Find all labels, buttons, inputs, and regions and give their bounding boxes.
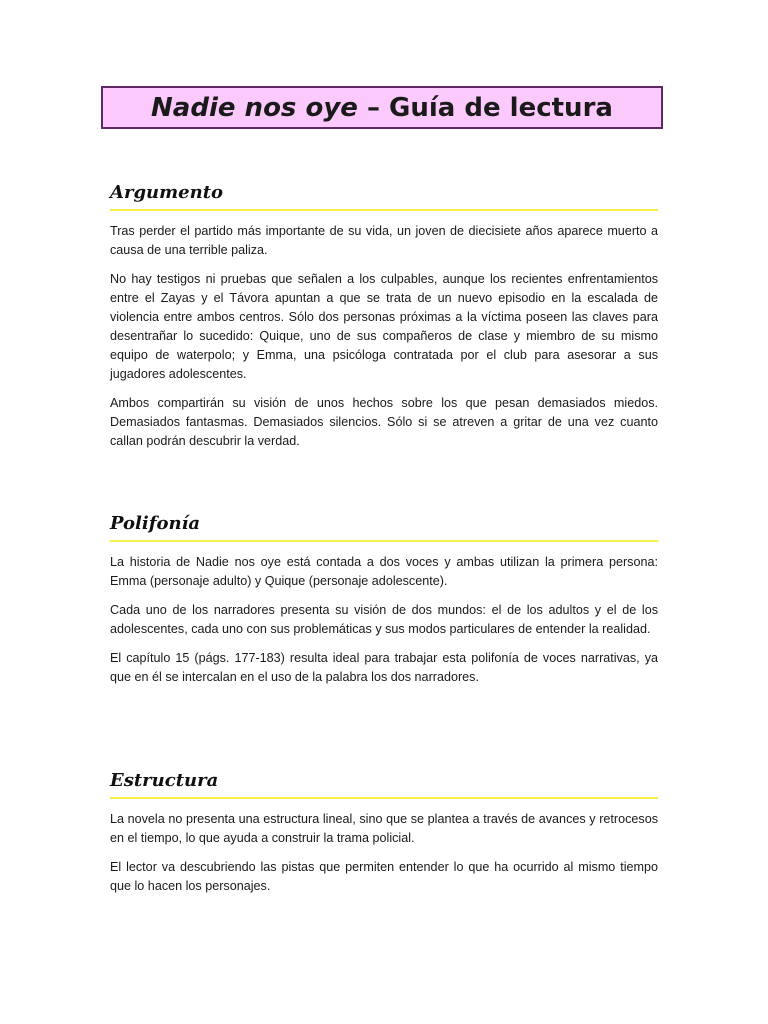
paragraph: Cada uno de los narradores presenta su visión de dos mundos: el de los adultos y el de los adolescentes, cada uno con sus problemáticas y sus modos particulares de entender la realidad.: [110, 603, 658, 636]
document-title: [101, 86, 663, 129]
paragraph: La historia de Nadie nos oye está contada a dos voces y ambas utilizan la primera persona: Emma (personaje adulto) y Quique (personaje adolescente).: [110, 555, 658, 588]
section-heading: Polifonía: [110, 513, 658, 542]
title-rest: – Guía de lectura: [357, 92, 613, 123]
title-book-name: Nadie nos oye: [151, 92, 358, 123]
paragraph: Tras perder el partido más importante de su vida, un joven de diecisiete años aparece muerto a causa de una terrible paliza.: [110, 224, 658, 257]
section-polifonia: [110, 513, 658, 697]
paragraph: El lector va descubriendo las pistas que permiten entender lo que ha ocurrido al mismo tiempo que lo hacen los personajes.: [110, 860, 658, 893]
section-heading: Argumento: [110, 182, 658, 211]
paragraph: No hay testigos ni pruebas que señalen a los culpables, aunque los recientes enfrentamientos entre el Zayas y el Távora apuntan a que se trata de un nuevo episodio en la escalada de violencia entre ambos centros. Sólo dos personas próximas a la víctima poseen las claves para desentrañar lo sucedido: Quique, uno de sus compañeros de clase y miembro de su mismo equipo de waterpolo; y Emma, una psicóloga contratada por el club para asesorar a sus jugadores adolescentes.: [110, 272, 658, 381]
section-argumento: [110, 182, 658, 461]
paragraph: El capítulo 15 (págs. 177-183) resulta ideal para trabajar esta polifonía de voces narrativas, ya que en él se intercalan en el uso de la palabra los dos narradores.: [110, 651, 658, 684]
paragraph: La novela no presenta una estructura lineal, sino que se plantea a través de avances y retrocesos en el tiempo, lo que ayuda a construir la trama policial.: [110, 812, 658, 845]
section-estructura: [110, 770, 658, 906]
paragraph: Ambos compartirán su visión de unos hechos sobre los que pesan demasiados miedos. Demasiados fantasmas. Demasiados silencios. Sólo si se atreven a gritar de una vez cuanto callan podrán descubrir la verdad.: [110, 396, 658, 448]
section-heading: Estructura: [110, 770, 658, 799]
